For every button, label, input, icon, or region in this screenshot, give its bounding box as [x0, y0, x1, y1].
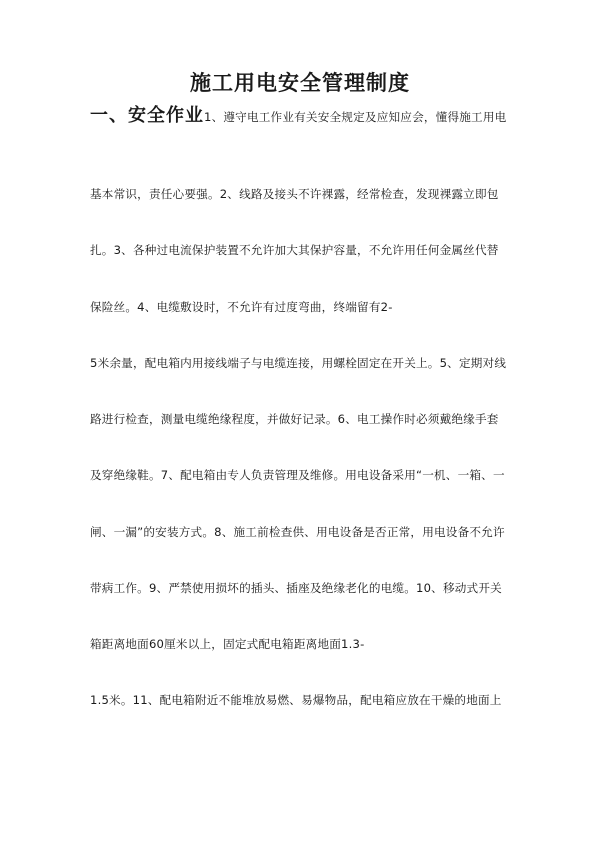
paragraph-line-3: 扎。3、各种过电流保护装置不允许加大其保护容量，不允许用任何金属丝代替: [90, 243, 499, 257]
paragraph-line-11: 1.5米。11、配电箱附近不能堆放易燃、易爆物品，配电箱应放在干燥的地面上: [90, 693, 502, 707]
paragraph-line-4: 保险丝。4、电缆敷设时，不允许有过度弯曲，终端留有2-: [90, 300, 393, 314]
paragraph-line-1: [90, 101, 506, 132]
document-title: 施工用电安全管理制度: [190, 71, 410, 95]
paragraph-line-2: 基本常识，责任心要强。2、线路及接头不许裸露，经常检查，发现裸露立即包: [90, 187, 499, 201]
paragraph-line-6: 路进行检查，测量电缆绝缘程度，并做好记录。6、电工操作时必须戴绝缘手套: [90, 412, 499, 426]
paragraph-line-7: 及穿绝缘鞋。7、配电箱由专人负责管理及维修。用电设备采用“一机、一箱、一: [90, 468, 505, 482]
paragraph-line-5: 5米余量，配电箱内用接线端子与电缆连接，用螺栓固定在开关上。5、定期对线: [90, 356, 507, 370]
paragraph-line-1-text: 1、遵守电工作业有关安全规定及应知应会，懂得施工用电: [204, 110, 507, 124]
paragraph-line-10: 箱距离地面60厘米以上，固定式配电箱距离地面1.3-: [90, 637, 365, 651]
paragraph-line-8: 闸、一漏”的安装方式。8、施工前检查供、用电设备是否正常，用电设备不允许: [90, 525, 505, 539]
paragraph-line-9: 带病工作。9、严禁使用损坏的插头、插座及绝缘老化的电缆。10、移动式开关: [90, 581, 502, 595]
section-heading: 一、安全作业: [90, 105, 204, 126]
